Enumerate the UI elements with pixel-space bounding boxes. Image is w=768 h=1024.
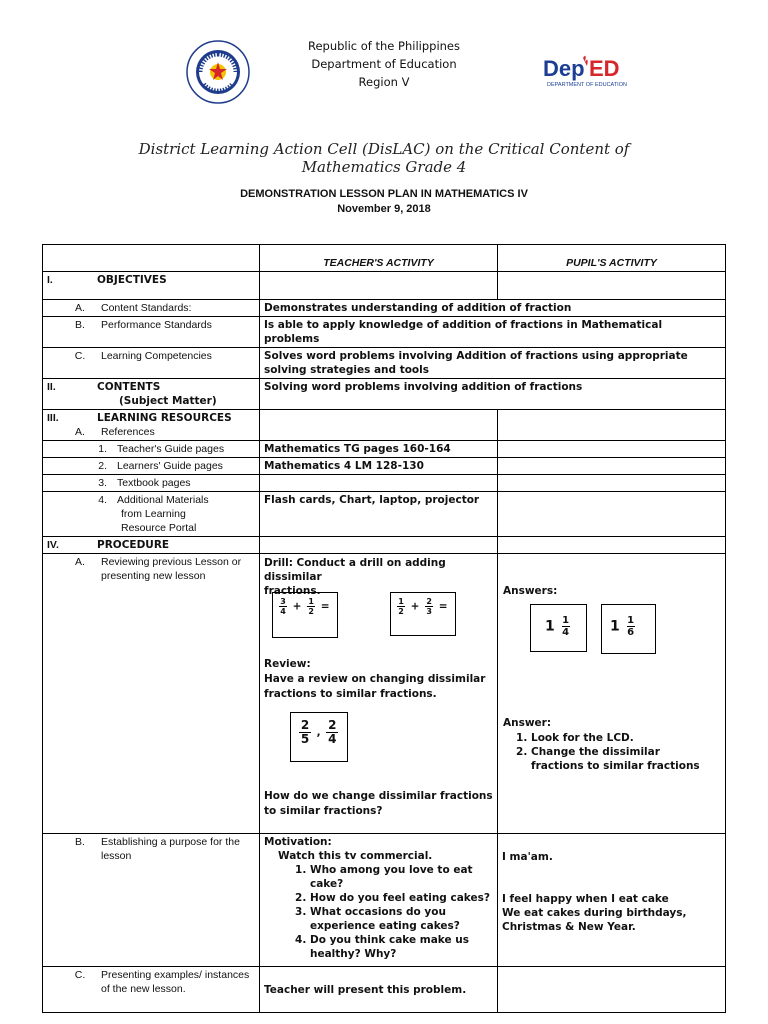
header-department: Department of Education: [311, 57, 457, 71]
lg-pages-row: [43, 458, 726, 475]
content-standards-text: Demonstrates understanding of addition of fraction: [260, 300, 726, 317]
contents-row: [43, 379, 726, 410]
roman-numeral: IV.: [47, 539, 59, 551]
lesson-plan-table: [42, 244, 726, 1013]
dislac-title-line1: District Learning Action Cell (DisLAC) on the Critical Content of: [138, 140, 630, 158]
denominator: 4: [562, 627, 570, 638]
learning-competencies-row: [43, 348, 726, 379]
list-item: 2. Change the dissimilar fractions to similar fractions: [531, 745, 701, 773]
section-title: OBJECTIVES: [97, 274, 167, 286]
answer-list: [503, 731, 701, 773]
objectives-row: [43, 272, 726, 300]
list-item: 3. What occasions do you experience eating cakes?: [310, 905, 493, 933]
row-label-cont: of the new lesson.: [101, 983, 186, 995]
list-item: 1. Who among you love to eat cake?: [310, 863, 493, 891]
drill-text-1: Drill: Conduct a drill on adding dissimilar: [264, 557, 446, 583]
svg-text:Dep: Dep: [543, 56, 585, 81]
denominator: 2: [398, 607, 404, 616]
item-number: 2.: [98, 460, 107, 472]
item-letter: B.: [75, 836, 85, 848]
row-label: Presenting examples/ instances: [101, 969, 250, 981]
row-label: Teacher's Guide pages: [117, 443, 225, 455]
equals-sign: =: [320, 600, 330, 613]
lesson-plan-title: DEMONSTRATION LESSON PLAN IN MATHEMATICS IV: [240, 188, 528, 200]
header-republic: Republic of the Philippines: [307, 39, 461, 53]
answer-label: Answer:: [503, 717, 552, 729]
section-subtitle: (Subject Matter): [119, 395, 217, 407]
contents-text: Solving word problems involving addition of fractions: [260, 379, 726, 410]
teacher-activity-header: TEACHER'S ACTIVITY: [260, 245, 498, 272]
pupil-answer-1: I ma'am.: [502, 851, 553, 863]
section-title: PROCEDURE: [97, 539, 170, 551]
row-label-cont: from Learning: [121, 508, 186, 520]
section-title: LEARNING RESOURCES: [97, 412, 232, 424]
numerator: 1: [308, 597, 314, 606]
list-item: 1. Look for the LCD.: [531, 731, 701, 745]
answer-box-2: [601, 604, 656, 654]
equals-sign: =: [438, 600, 448, 613]
numerator: 2: [300, 718, 310, 732]
whole-number: 1: [610, 618, 620, 635]
lg-pages-text: Mathematics 4 LM 128-130: [260, 458, 498, 475]
motivation-intro: Watch this tv commercial.: [278, 850, 433, 862]
roman-numeral: I.: [47, 274, 53, 286]
performance-standards-row: [43, 317, 726, 348]
review-text-1: Have a review on changing dissimilar: [264, 673, 486, 685]
roman-numeral: III.: [47, 412, 59, 424]
row-label: Performance Standards: [101, 319, 212, 331]
section-title: CONTENTS: [97, 381, 161, 393]
row-label: Establishing a purpose for the: [101, 836, 240, 848]
item-number: 4.: [98, 494, 107, 506]
additional-materials-text: Flash cards, Chart, laptop, projector: [260, 492, 498, 537]
denominator: 2: [308, 607, 314, 616]
row-label: Learning Competencies: [101, 350, 212, 362]
comma: ,: [316, 726, 321, 739]
motivation-title: Motivation:: [264, 836, 332, 848]
item-number: 1.: [98, 443, 107, 455]
dislac-title-line2: Mathematics Grade 4: [301, 158, 467, 176]
row-label: Learners' Guide pages: [117, 460, 223, 472]
question-text-1: How do we change dissimilar fractions: [264, 790, 493, 802]
row-label-cont: lesson: [101, 850, 132, 862]
denominator: 4: [328, 732, 337, 746]
svg-text:ED: ED: [589, 56, 620, 81]
drill-box-1: [272, 592, 338, 638]
content-standards-row: [43, 300, 726, 317]
svg-text:DEPARTMENT OF EDUCATION: DEPARTMENT OF EDUCATION: [547, 82, 627, 88]
tg-pages-text: Mathematics TG pages 160-164: [260, 441, 498, 458]
numerator: 2: [426, 597, 432, 606]
item-letter: A.: [75, 556, 85, 568]
pupil-answer-3: We eat cakes during birthdays,: [502, 907, 687, 919]
denominator: 5: [300, 732, 310, 746]
row-label-cont: Resource Portal: [121, 522, 197, 534]
operator: +: [292, 600, 302, 613]
row-label: Content Standards:: [101, 302, 192, 314]
list-item: 4. Do you think cake make us healthy? Why?: [310, 933, 493, 961]
additional-materials-row: [43, 492, 726, 537]
review-text-2: fractions to similar fractions.: [264, 688, 437, 700]
operator: +: [410, 600, 420, 613]
establishing-purpose-row: [43, 834, 726, 967]
tg-pages-row: [43, 441, 726, 458]
row-label: Reviewing previous Lesson or: [101, 556, 242, 568]
header-region: Region V: [358, 75, 410, 89]
presenting-examples-row: [43, 967, 726, 1013]
item-letter: A.: [75, 426, 85, 438]
roman-numeral: II.: [47, 381, 56, 393]
answer-box-1: [530, 604, 587, 652]
row-label: Textbook pages: [117, 477, 191, 489]
denominator: 6: [627, 627, 635, 638]
presenting-text: Teacher will present this problem.: [264, 984, 467, 996]
row-label-cont: presenting new lesson: [101, 570, 206, 582]
answers-label: Answers:: [503, 585, 558, 597]
item-letter: A.: [75, 302, 85, 314]
numerator: 1: [627, 615, 635, 626]
pupil-answer-2: I feel happy when I eat cake: [502, 893, 669, 905]
numerator: 1: [562, 615, 570, 626]
learning-resources-row: [43, 410, 726, 441]
learning-competencies-text: Solves word problems involving Addition of fractions using appropriate solving strategies and tools: [260, 348, 726, 379]
deped-seal-logo: [186, 40, 250, 104]
textbook-pages-row: [43, 475, 726, 492]
denominator: 3: [426, 607, 432, 616]
numerator: 1: [398, 597, 404, 606]
numerator: 3: [280, 597, 286, 606]
item-letter: C.: [74, 969, 86, 981]
reviewing-lesson-row: [43, 554, 726, 834]
list-item: 2. How do you feel eating cakes?: [310, 891, 493, 905]
procedure-row: [43, 537, 726, 554]
pupil-answer-4: Christmas & New Year.: [502, 921, 636, 933]
review-title: Review:: [264, 658, 311, 670]
numerator: 2: [328, 718, 337, 732]
item-letter: C.: [74, 350, 86, 362]
question-text-2: to similar fractions?: [264, 805, 383, 817]
item-letter: B.: [75, 319, 85, 331]
pupil-activity-header: PUPIL'S ACTIVITY: [498, 245, 726, 272]
row-label: Additional Materials: [117, 494, 209, 506]
performance-standards-text: Is able to apply knowledge of addition of fractions in Mathematical problems: [260, 317, 726, 348]
drill-text-2: fractions.: [264, 585, 321, 597]
drill-box-2: [390, 592, 456, 636]
motivation-list: [264, 863, 493, 961]
denominator: 4: [280, 607, 286, 616]
whole-number: 1: [545, 618, 555, 635]
review-box: [290, 712, 348, 762]
item-number: 3.: [98, 477, 107, 489]
row-label: References: [101, 426, 155, 438]
deped-brand-logo: [541, 52, 653, 92]
lesson-plan-date: November 9, 2018: [337, 203, 431, 215]
table-header-row: [43, 245, 726, 272]
